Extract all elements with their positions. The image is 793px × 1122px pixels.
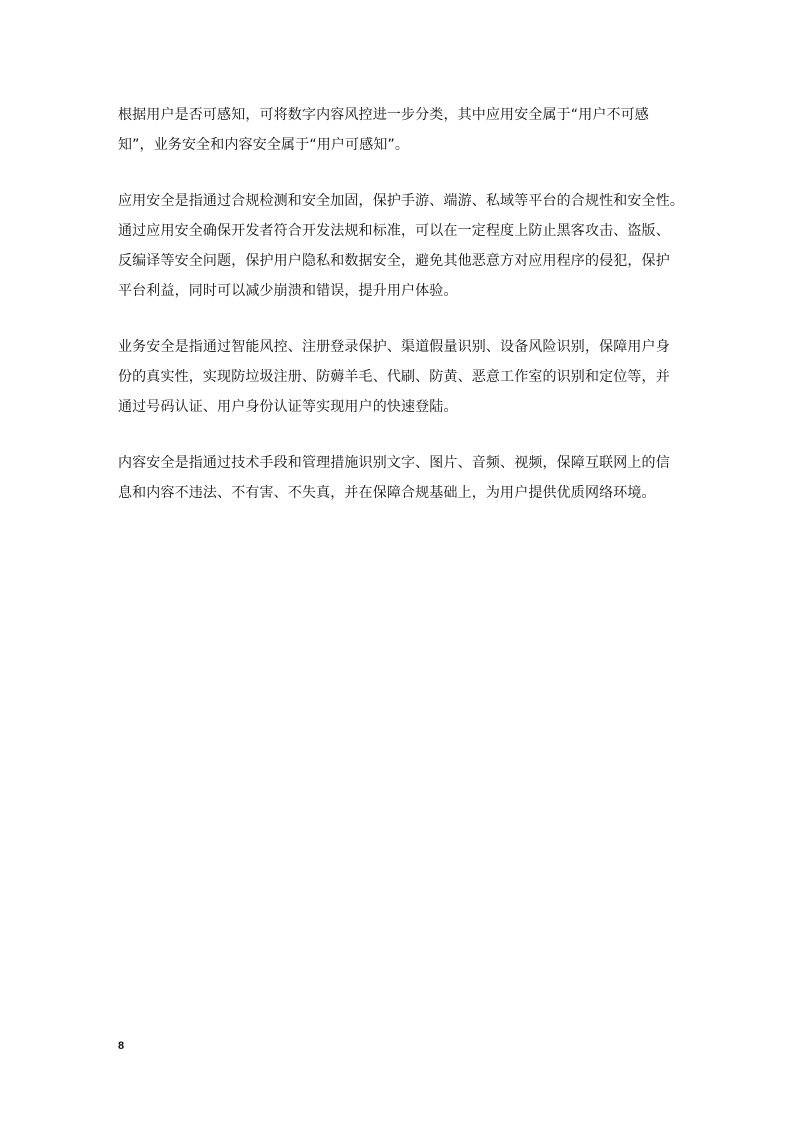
paragraph-content-security [118, 448, 688, 508]
text-line: 内容安全是指通过技术手段和管理措施识别文字、图片、音频、视频，保障互联网上的信 [118, 455, 670, 471]
paragraph-application-security [118, 186, 688, 306]
text-line: 份的真实性，实现防垃圾注册、防薅羊毛、代刷、防黄、恶意工作室的识别和定位等，并 [118, 369, 670, 385]
text-line: 业务安全是指通过智能风控、注册登录保护、渠道假量识别、设备风险识别，保障用户身 [118, 339, 670, 355]
text-line: 应用安全是指通过合规检测和安全加固，保护手游、端游、私域等平台的合规性和安全性。 [118, 193, 684, 209]
body-text [118, 100, 688, 534]
page-number: 8 [118, 1040, 125, 1052]
text-line: 知”，业务安全和内容安全属于“用户可感知”。 [118, 137, 410, 153]
text-line: 平台利益，同时可以减少崩溃和错误，提升用户体验。 [118, 283, 458, 299]
text-line: 息和内容不违法、不有害、不失真，并在保障合规基础上，为用户提供优质网络环境。 [118, 485, 656, 501]
paragraph-user-perception [118, 100, 688, 160]
text-line: 反编译等安全问题，保护用户隐私和数据安全，避免其他恶意方对应用程序的侵犯，保护 [118, 253, 670, 269]
paragraph-business-security [118, 332, 688, 422]
text-line: 根据用户是否可感知，可将数字内容风控进一步分类，其中应用安全属于“用户不可感 [118, 107, 649, 123]
text-line: 通过号码认证、用户身份认证等实现用户的快速登陆。 [118, 399, 458, 415]
text-line: 通过应用安全确保开发者符合开发法规和标准，可以在一定程度上防止黑客攻击、盗版、 [118, 223, 670, 239]
